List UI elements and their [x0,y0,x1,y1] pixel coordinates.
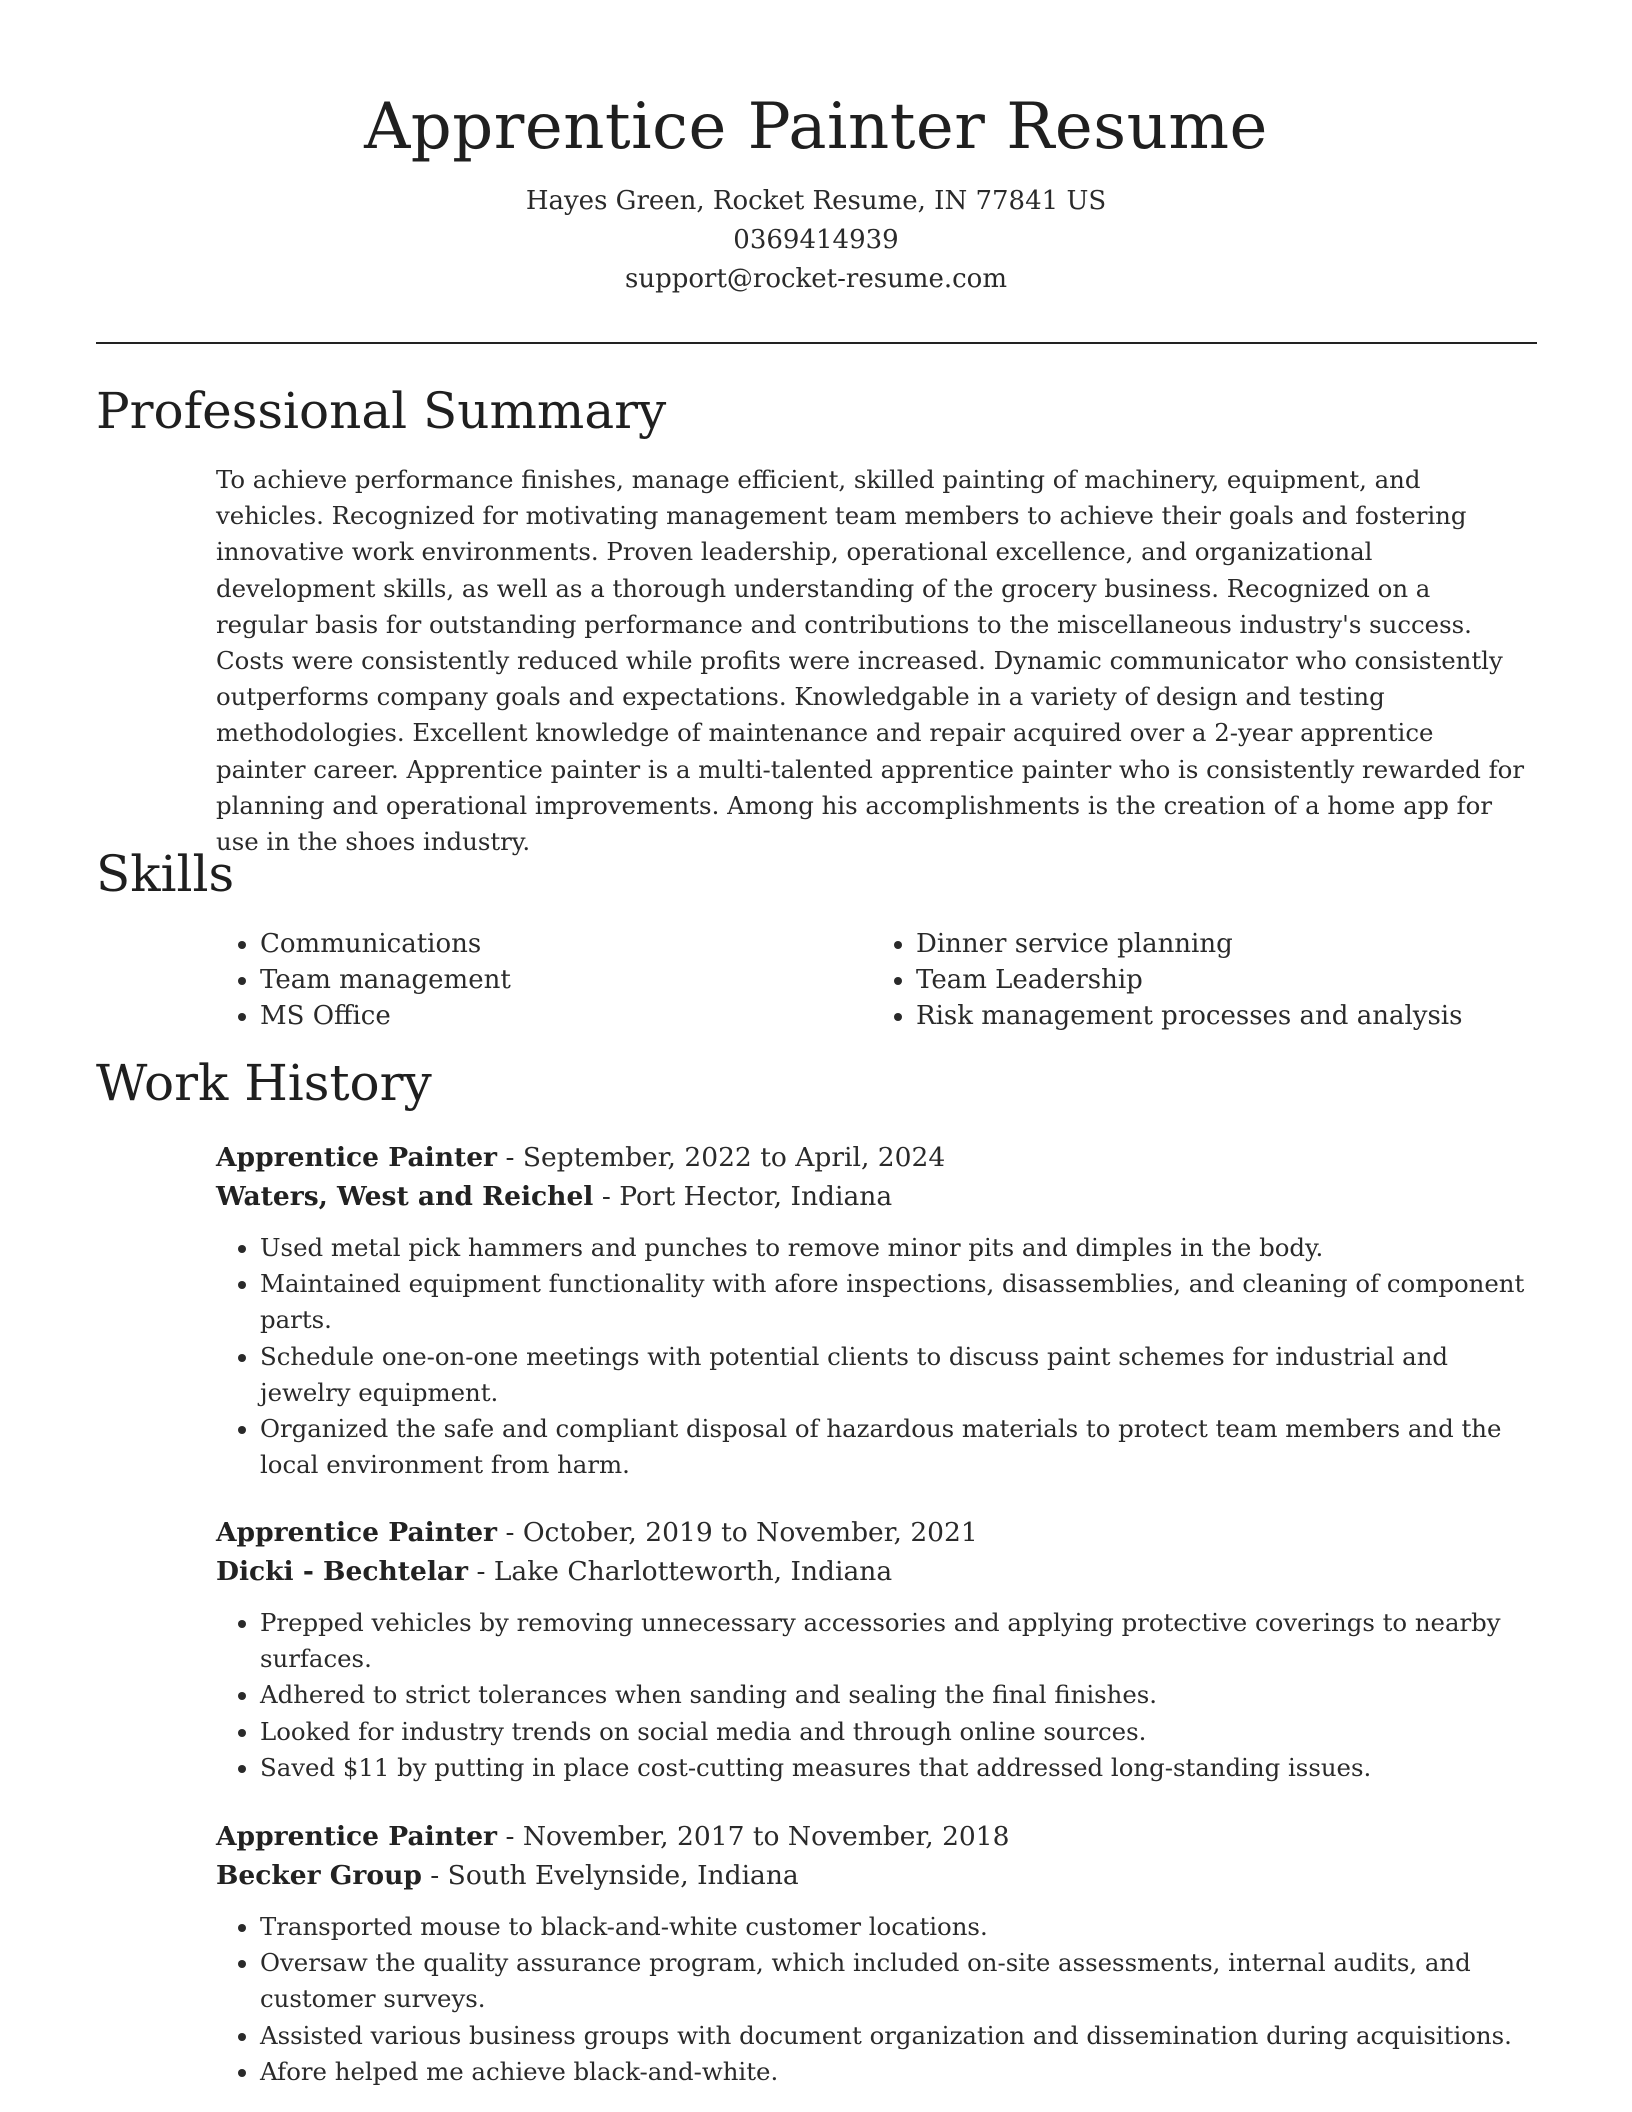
skill-item: • MS Office [260,998,872,1034]
job-bullet: • Prepped vehicles by removing unnecessary accessories and applying protective coverings to nearby surfaces. [260,1605,1536,1677]
job-title: Apprentice Painter [216,1821,498,1852]
skills-column-left [216,926,872,1034]
skills-heading: Skills [96,845,235,903]
job-title: Apprentice Painter [216,1517,498,1548]
skills-list [216,926,1528,1034]
resume-header [0,0,1632,299]
work-history-heading: Work History [96,1054,432,1112]
job-dates: - October, 2019 to November, 2021 [497,1517,978,1548]
header-divider [96,342,1537,344]
job-bullet: • Transported mouse to black-and-white customer locations. [260,1909,1536,1945]
skill-item: • Team Leadership [916,962,1528,998]
skill-item: • Communications [260,926,872,962]
job-title: Apprentice Painter [216,1142,498,1173]
job-company: Becker Group [216,1860,422,1891]
summary-heading: Professional Summary [96,382,667,440]
summary-text: To achieve performance finishes, manage efficient, skilled painting of machinery, equipment, and vehicles. Recognized for motivating management team members to achieve their goals and fostering innovative work environments. Proven leadership, operational excellence, and organizational development skills, as well as a thorough understanding of the grocery business. Recognized on a regular basis for outstanding performance and contributions to the miscellaneous industry's success. Costs were consistently reduced while profits were increased. Dynamic communicator who consistently outperforms company goals and expectations. Knowledgable in a variety of design and testing methodologies. Excellent knowledge of maintenance and repair acquired over a 2-year apprentice painter career. Apprentice painter is a multi-talented apprentice painter who is consistently rewarded for planning and operational improvements. Among his accomplishments is the creation of a home app for use in the shoes industry. [216,465,1525,857]
job-entry [216,1817,1536,2090]
skills-column-right [872,926,1528,1034]
contact-info [0,182,1632,299]
job-bullet: • Looked for industry trends on social media and through online sources. [260,1714,1536,1750]
job-bullet: • Adhered to strict tolerances when sanding and sealing the final finishes. [260,1677,1536,1713]
job-bullets [216,1909,1536,2090]
skill-item: • Team management [260,962,872,998]
job-bullets [216,1605,1536,1786]
job-bullet: • Schedule one-on-one meetings with potential clients to discuss paint schemes for industrial and jewelry equipment. [260,1339,1536,1411]
job-bullet: • Used metal pick hammers and punches to remove minor pits and dimples in the body. [260,1230,1536,1266]
job-location: - Port Hector, Indiana [593,1181,893,1212]
job-entry [216,1513,1536,1786]
job-dates: - September, 2022 to April, 2024 [497,1142,946,1173]
job-company: Dicki - Bechtelar [216,1556,469,1587]
job-company-line [216,1552,1536,1591]
job-company-line [216,1856,1536,1895]
job-title-line [216,1513,1536,1552]
job-title-line [216,1817,1536,1856]
job-bullet: • Organized the safe and compliant disposal of hazardous materials to protect team members and the local environment from harm. [260,1411,1536,1483]
job-bullet: • Assisted various business groups with document organization and dissemination during acquisitions. [260,2018,1536,2054]
skill-item: • Dinner service planning [916,926,1528,962]
job-bullet: • Maintained equipment functionality with afore inspections, disassemblies, and cleaning of component parts. [260,1266,1536,1338]
resume-title: Apprentice Painter Resume [364,90,1268,164]
contact-phone: 0369414939 [733,225,899,255]
job-bullet: • Oversaw the quality assurance program, which included on-site assessments, internal audits, and customer surveys. [260,1945,1536,2017]
contact-address: Hayes Green, Rocket Resume, IN 77841 US [525,186,1107,216]
job-dates: - November, 2017 to November, 2018 [497,1821,1010,1852]
job-entry [216,1138,1536,1483]
job-bullet: • Afore helped me achieve black-and-white. [260,2054,1536,2090]
job-bullet: • Saved $11 by putting in place cost-cutting measures that addressed long-standing issues. [260,1750,1536,1786]
job-bullets [216,1230,1536,1483]
job-title-line [216,1138,1536,1177]
job-company: Waters, West and Reichel [216,1181,594,1212]
job-location: - Lake Charlotteworth, Indiana [468,1556,893,1587]
contact-email: support@rocket-resume.com [624,264,1007,294]
job-location: - South Evelynside, Indiana [421,1860,799,1891]
job-company-line [216,1177,1536,1216]
skill-item: • Risk management processes and analysis [916,998,1528,1034]
